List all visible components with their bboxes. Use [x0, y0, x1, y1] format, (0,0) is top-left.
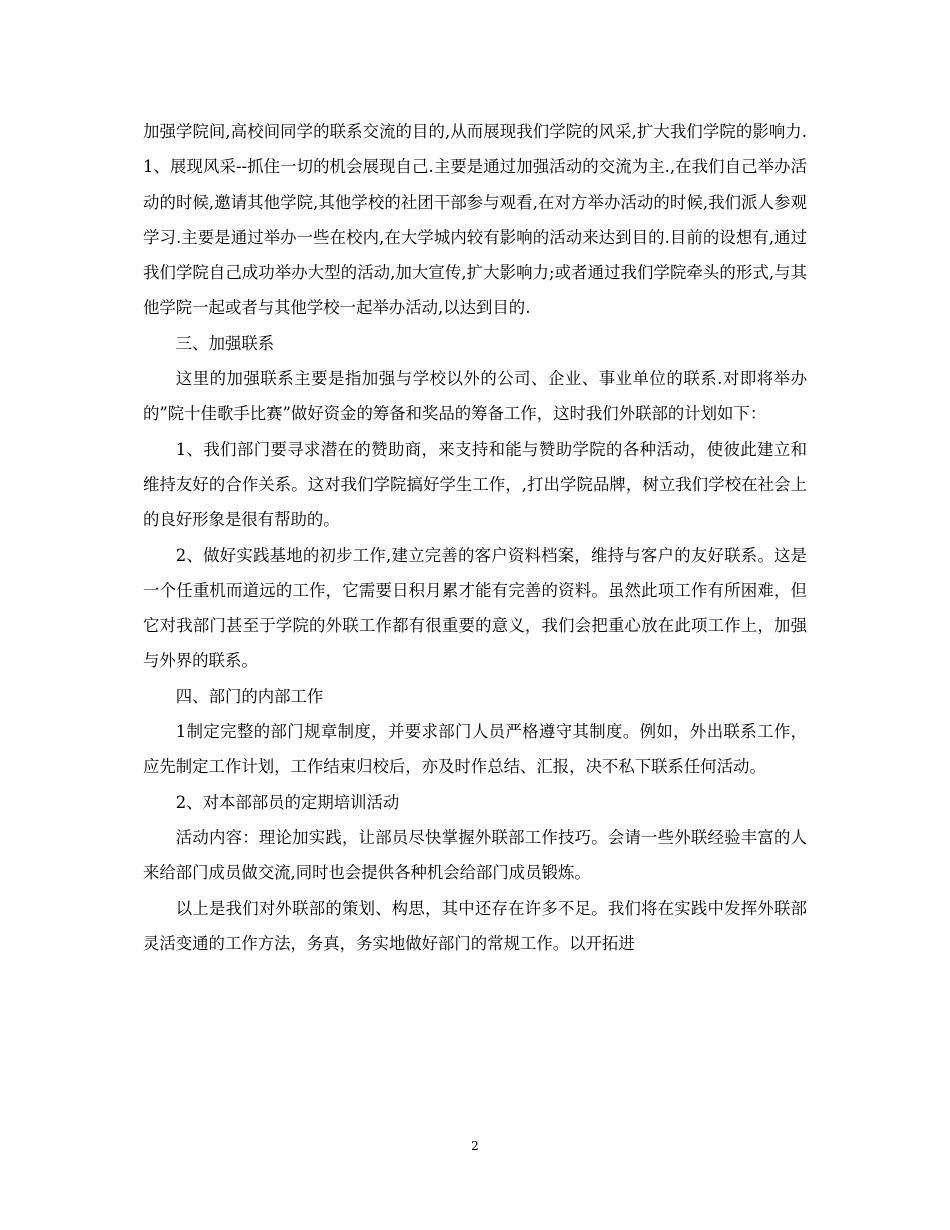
- document-body: [143, 114, 807, 961]
- page-number: 2: [471, 1139, 479, 1153]
- paragraph-rules: 1制定完整的部门规章制度，并要求部门人员严格遵守其制度。例如，外出联系工作，应先制定工作计划，工作结束归校后，亦及时作总结、汇报，决不私下联系任何活动。: [143, 722, 807, 777]
- paragraph-contact-intro: 这里的加强联系主要是指加强与学校以外的公司、企业、事业单位的联系.对即将举办的”院十佳歌手比赛”做好资金的筹备和奖品的筹备工作，这时我们外联部的计划如下：: [143, 369, 807, 424]
- paragraph-sponsors: 1、我们部门要寻求潜在的赞助商，来支持和能与赞助学院的各种活动，使彼此建立和维持友好的合作关系。这对我们学院搞好学生工作，,打出学院品牌，树立我们学校在社会上的良好形象是很有帮助的。: [143, 439, 807, 530]
- section-heading-strengthen-contact: 三、加强联系: [175, 333, 275, 353]
- paragraph-conclusion: 以上是我们对外联部的策划、构思，其中还存在许多不足。我们将在实践中发挥外联部灵活变通的工作方法，务真，务实地做好部门的常规工作。以开拓进: [143, 898, 807, 953]
- subheading-training: 2、对本部部员的定期培训活动: [175, 792, 400, 812]
- paragraph-training-content: 活动内容：理论加实践，让部员尽快掌握外联部工作技巧。会请一些外联经验丰富的人来给部门成员做交流,同时也会提供各种机会给部门成员锻炼。: [143, 827, 807, 883]
- paragraph-continuation: 加强学院间,高校间同学的联系交流的目的,从而展现我们学院的风采,扩大我们学院的影响力.1、展现风采--抓住一切的机会展现自己.主要是通过加强活动的交流为主.,在我们自己举办活动的时候,邀请其他学院,其他学校的社团干部参与观看,在对方举办活动的时候,我们派人参观学习.主要是通过举办一些在校内,在大学城内较有影响的活动来达到目的.目前的设想有,通过我们学院自己成功举办大型的活动,加大宣传,扩大影响力;或者通过我们学院牵头的形式,与其他学院一起或者与其他学校一起举办活动,以达到目的.: [143, 122, 807, 318]
- paragraph-practice-base: 2、做好实践基地的初步工作,建立完善的客户资料档案，维持与客户的友好联系。这是一个任重机而道远的工作，它需要日积月累才能有完善的资料。虽然此项工作有所困难，但它对我部门甚至于学院的外联工作都有很重要的意义，我们会把重心放在此项工作上，加强与外界的联系。: [143, 545, 807, 671]
- section-heading-internal-work: 四、部门的内部工作: [175, 686, 324, 706]
